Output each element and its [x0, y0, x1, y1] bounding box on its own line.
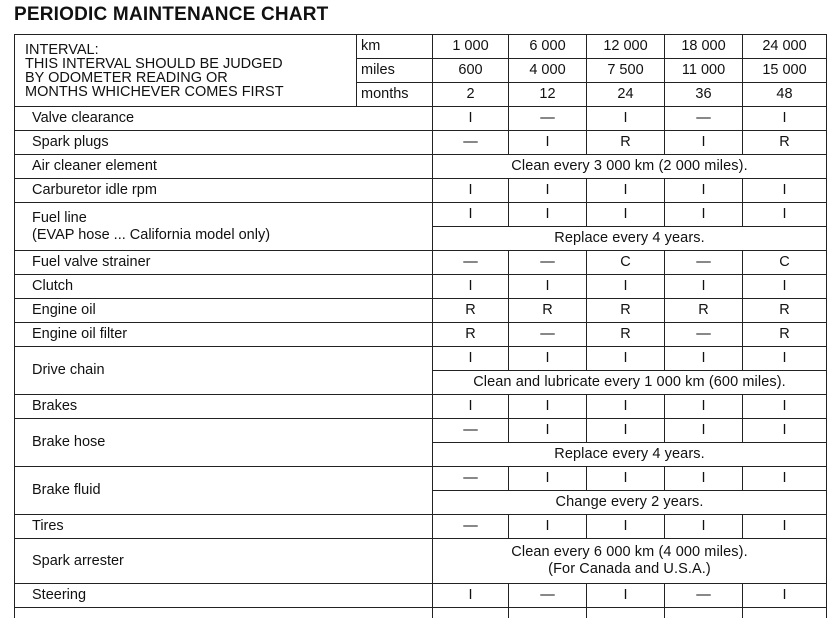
cell-value: I [433, 347, 509, 371]
partial-cell [509, 608, 587, 619]
cell-value: — [433, 467, 509, 491]
cell-value: I [665, 467, 743, 491]
partial-cell [433, 608, 509, 619]
unit-months: months [357, 83, 433, 107]
table-row [15, 419, 827, 443]
cell-value: R [433, 299, 509, 323]
cell-value: I [433, 275, 509, 299]
cell-value: — [509, 323, 587, 347]
cell-value: R [433, 323, 509, 347]
cell-value: I [665, 395, 743, 419]
cell-value: I [509, 275, 587, 299]
unit-km: km [357, 35, 433, 59]
cell-value: — [433, 515, 509, 539]
table-row [15, 395, 827, 419]
table-row-partial [15, 608, 827, 619]
note-cell: Clean and lubricate every 1 000 km (600 miles). [433, 371, 827, 395]
miles-value: 11 000 [665, 59, 743, 83]
item-label-block [15, 203, 433, 251]
note-cell: Change every 2 years. [433, 491, 827, 515]
cell-value: I [665, 515, 743, 539]
cell-value: R [587, 323, 665, 347]
cell-value: — [665, 323, 743, 347]
partial-cell [587, 608, 665, 619]
cell-value: I [587, 203, 665, 227]
item-label: Tires [15, 515, 433, 539]
cell-value: R [665, 299, 743, 323]
table-row [15, 275, 827, 299]
table-row [15, 131, 827, 155]
cell-value: I [743, 467, 827, 491]
cell-value: I [509, 203, 587, 227]
table-row [15, 107, 827, 131]
cell-value: I [743, 515, 827, 539]
cell-value: I [665, 347, 743, 371]
table-row [15, 251, 827, 275]
note-cell [433, 539, 827, 584]
cell-value: I [433, 584, 509, 608]
item-label: Valve clearance [15, 107, 433, 131]
cell-value: I [743, 203, 827, 227]
cell-value: I [743, 107, 827, 131]
item-label: Fuel valve strainer [15, 251, 433, 275]
cell-value: I [743, 179, 827, 203]
note-cell: Replace every 4 years. [433, 227, 827, 251]
item-label: Spark plugs [15, 131, 433, 155]
table-row [15, 584, 827, 608]
cell-value: — [509, 251, 587, 275]
months-value: 12 [509, 83, 587, 107]
item-label: Brakes [15, 395, 433, 419]
cell-value: I [587, 179, 665, 203]
interval-label: INTERVAL: [25, 41, 99, 58]
miles-value: 7 500 [587, 59, 665, 83]
table-row [15, 515, 827, 539]
item-label: Brake fluid [15, 467, 433, 515]
km-value: 1 000 [433, 35, 509, 59]
maintenance-table [14, 34, 827, 618]
table-row [15, 155, 827, 179]
cell-value: I [743, 395, 827, 419]
interval-text-line: THIS INTERVAL SHOULD BE JUDGED [25, 55, 283, 72]
cell-value: I [509, 515, 587, 539]
cell-value: I [587, 275, 665, 299]
cell-value: I [665, 179, 743, 203]
cell-value: I [665, 203, 743, 227]
cell-value: I [665, 131, 743, 155]
km-value: 12 000 [587, 35, 665, 59]
cell-value: I [743, 584, 827, 608]
cell-value: I [743, 275, 827, 299]
cell-value: I [433, 395, 509, 419]
item-label: Steering [15, 584, 433, 608]
note-cell: Clean every 3 000 km (2 000 miles). [433, 155, 827, 179]
cell-value: I [433, 203, 509, 227]
cell-value: I [509, 395, 587, 419]
interval-header [15, 35, 357, 107]
cell-value: I [587, 584, 665, 608]
table-row [15, 323, 827, 347]
cell-value: I [509, 347, 587, 371]
km-value: 6 000 [509, 35, 587, 59]
cell-value: — [433, 131, 509, 155]
cell-value: R [509, 299, 587, 323]
cell-value: C [743, 251, 827, 275]
cell-value: — [665, 251, 743, 275]
cell-value: I [509, 419, 587, 443]
cell-value: — [665, 107, 743, 131]
cell-value: R [587, 299, 665, 323]
cell-value: I [587, 107, 665, 131]
partial-cell [743, 608, 827, 619]
note-cell: Replace every 4 years. [433, 443, 827, 467]
item-label: Fuel line [32, 209, 87, 226]
miles-value: 600 [433, 59, 509, 83]
table-row [15, 539, 827, 584]
cell-value: — [509, 584, 587, 608]
km-value: 24 000 [743, 35, 827, 59]
cell-value: I [587, 395, 665, 419]
cell-value: — [433, 419, 509, 443]
table-row [15, 179, 827, 203]
item-label: Engine oil filter [15, 323, 433, 347]
miles-value: 4 000 [509, 59, 587, 83]
table-row [15, 299, 827, 323]
cell-value: — [433, 251, 509, 275]
cell-value: I [433, 179, 509, 203]
cell-value: I [587, 467, 665, 491]
unit-miles: miles [357, 59, 433, 83]
table-row [15, 203, 827, 227]
cell-value: I [665, 419, 743, 443]
cell-value: C [587, 251, 665, 275]
item-label: Engine oil [15, 299, 433, 323]
page-title: PERIODIC MAINTENANCE CHART [14, 4, 329, 25]
partial-cell [665, 608, 743, 619]
cell-value: I [743, 347, 827, 371]
item-label: Drive chain [15, 347, 433, 395]
cell-value: — [665, 584, 743, 608]
cell-value: R [743, 299, 827, 323]
cell-value: — [509, 107, 587, 131]
item-label: Clutch [15, 275, 433, 299]
note-line: Clean every 6 000 km (4 000 miles). [511, 544, 748, 560]
interval-text-line: MONTHS WHICHEVER COMES FIRST [25, 83, 284, 100]
cell-value: R [743, 131, 827, 155]
table-row [15, 467, 827, 491]
item-sublabel: (EVAP hose ... California model only) [32, 226, 271, 243]
cell-value: I [665, 275, 743, 299]
header-row-km [15, 35, 827, 59]
cell-value: I [587, 419, 665, 443]
item-label: Air cleaner element [15, 155, 433, 179]
item-label: Carburetor idle rpm [15, 179, 433, 203]
km-value: 18 000 [665, 35, 743, 59]
months-value: 48 [743, 83, 827, 107]
cell-value: R [587, 131, 665, 155]
cell-value: I [587, 347, 665, 371]
cell-value: I [509, 179, 587, 203]
cell-value: I [509, 467, 587, 491]
cell-value: R [743, 323, 827, 347]
cell-value: I [743, 419, 827, 443]
months-value: 36 [665, 83, 743, 107]
cell-value: I [509, 131, 587, 155]
cell-value: I [587, 515, 665, 539]
interval-text-line: BY ODOMETER READING OR [25, 69, 228, 86]
months-value: 24 [587, 83, 665, 107]
cell-value: I [433, 107, 509, 131]
partial-cell [15, 608, 433, 619]
months-value: 2 [433, 83, 509, 107]
note-line: (For Canada and U.S.A.) [548, 561, 711, 577]
miles-value: 15 000 [743, 59, 827, 83]
item-label: Spark arrester [15, 539, 433, 584]
table-row [15, 347, 827, 371]
item-label: Brake hose [15, 419, 433, 467]
